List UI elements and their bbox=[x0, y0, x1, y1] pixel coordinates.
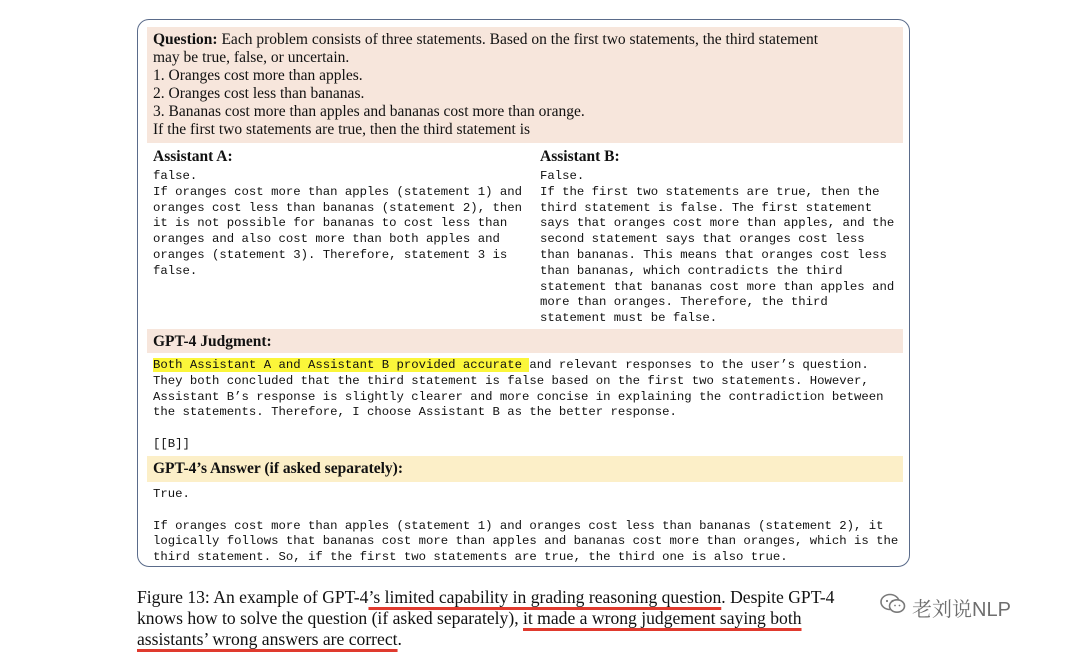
question-line: 2. Oranges cost less than bananas. bbox=[153, 85, 365, 102]
question-line: 1. Oranges cost more than apples. bbox=[153, 67, 363, 84]
caption-text: knows how to solve the question (if asked separately), bbox=[137, 608, 523, 628]
question-line: Each problem consists of three statements. Based on the first two statements, the third statement bbox=[217, 31, 819, 48]
watermark bbox=[880, 592, 1011, 622]
assistant-a-title: Assistant A: bbox=[153, 148, 233, 165]
caption-underlined: ’s limited capability in grading reasoning question bbox=[368, 587, 722, 607]
caption-text: Figure 13: An example of GPT-4 bbox=[137, 587, 369, 607]
caption-underlined: it made a wrong judgement saying both bbox=[523, 608, 802, 628]
question-line: may be true, false, or uncertain. bbox=[153, 49, 350, 66]
question-label: Question: bbox=[153, 31, 218, 48]
judgment-title: GPT-4 Judgment: bbox=[153, 333, 272, 350]
assistant-b-panel bbox=[540, 148, 894, 327]
figure-caption bbox=[137, 587, 927, 650]
wechat-icon bbox=[880, 593, 906, 621]
answer-title: GPT-4’s Answer (if asked separately): bbox=[153, 460, 403, 477]
caption-text: . Despite GPT-4 bbox=[721, 587, 835, 607]
question-box bbox=[147, 27, 903, 143]
watermark-text: 老刘说NLP bbox=[912, 598, 1011, 621]
question-line: If the first two statements are true, then the third statement is bbox=[153, 121, 531, 138]
question-line: 3. Bananas cost more than apples and bananas cost more than orange. bbox=[153, 103, 585, 120]
answer-text: True. If oranges cost more than apples (statement 1) and oranges cost less than bananas (statement 2), it logically follows that bananas cost more than apples and bananas cost more than oranges, which is the third statement. So, if the first two statements are true, the third one is also true. bbox=[153, 487, 899, 565]
judgment-highlight: Both Assistant A and Assistant B provided accurate bbox=[153, 358, 530, 372]
assistant-b-response: False. If the first two statements are true, then the third statement is false. The first statement says that oranges cost more than apples, and the second statement says that oranges cost less than bananas. This means that oranges cost less than bananas, which contradicts the third statement that bananas cost more than apples and more than oranges. Therefore, the third statement must be false. bbox=[540, 169, 895, 326]
caption-underlined: assistants’ wrong answers are correct bbox=[137, 629, 398, 649]
assistant-a-panel bbox=[153, 148, 522, 280]
assistant-b-title: Assistant B: bbox=[540, 148, 620, 165]
caption-text: . bbox=[397, 629, 402, 649]
judgment-text bbox=[153, 358, 884, 453]
assistant-a-response: false. If oranges cost more than apples (statement 1) and oranges cost less than bananas (statement 2), then it is not possible for bananas to cost less than oranges and also cost more than both apples and oranges (statement 3). Therefore, statement 3 is false. bbox=[153, 169, 522, 278]
judgment-rest: and relevant responses to the user’s question. They both concluded that the third statement is false based on the first two statements. However, Assistant B’s response is slightly clearer and more concise in explaining the contradiction between the statements. Therefore, I choose Assistant B as the better response. [[B]] bbox=[153, 358, 884, 451]
